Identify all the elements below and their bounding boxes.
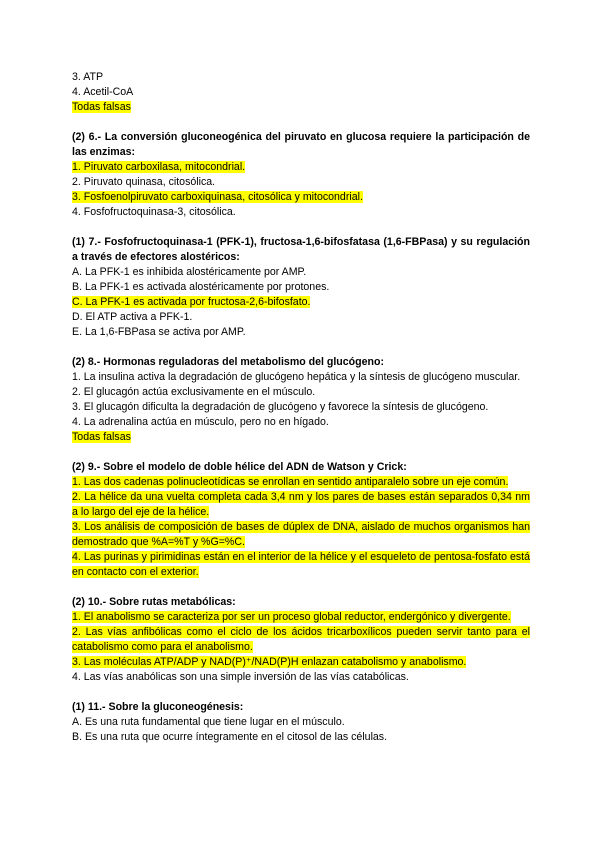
question-6-option-3: 3. Fosfoenolpiruvato carboxiquinasa, citosólica y mitocondrial.: [72, 191, 363, 203]
question-10-option-4: 4. Las vías anabólicas son una simple inversión de las vías catabólicas.: [72, 671, 409, 683]
document-page: [72, 70, 530, 745]
question-8-option-4: 4. La adrenalina actúa en músculo, pero no en hígado.: [72, 416, 329, 428]
question-11-option-b: B. Es una ruta que ocurre íntegramente en el citosol de las células.: [72, 731, 388, 743]
question-9-heading: (2) 9.- Sobre el modelo de doble hélice del ADN de Watson y Crick:: [72, 461, 407, 473]
question-6-option-4: 4. Fosfofructoquinasa-3, citosólica.: [72, 206, 236, 218]
question-11-option-a: A. Es una ruta fundamental que tiene lugar en el músculo.: [72, 716, 345, 728]
question-10-heading: (2) 10.- Sobre rutas metabólicas:: [72, 596, 236, 608]
option-4: 4. Acetil-CoA: [72, 86, 134, 98]
option-3: 3. ATP: [72, 71, 104, 83]
question-11-heading: (1) 11.- Sobre la gluconeogénesis:: [72, 701, 244, 713]
question-6-heading: (2) 6.- La conversión gluconeogénica del piruvato en glucosa requiere la participación de las enzimas:: [72, 131, 530, 158]
question-9-option-1: 1. Las dos cadenas polinucleotídicas se enrollan en sentido antiparalelo sobre un eje común.: [72, 476, 509, 488]
question-7-option-c: C. La PFK-1 es activada por fructosa-2,6-bifosfato.: [72, 296, 311, 308]
question-7-option-b: B. La PFK-1 es activada alostéricamente por protones.: [72, 281, 330, 293]
question-9-option-2: 2. La hélice da una vuelta completa cada 3,4 nm y los pares de bases están separados 0,34 nm a lo largo del eje de la hélice.: [72, 491, 530, 518]
question-9-option-4: 4. Las purinas y pirimidinas están en el interior de la hélice y el esqueleto de pentosa-fosfato está en contacto con el exterior.: [72, 551, 530, 578]
question-10-option-1: 1. El anabolismo se caracteriza por ser un proceso global reductor, endergónico y divergente.: [72, 611, 511, 623]
question-6-option-2: 2. Piruvato quinasa, citosólica.: [72, 176, 216, 188]
question-8-option-1: 1. La insulina activa la degradación de glucógeno hepática y la síntesis de glucógeno muscular.: [72, 371, 521, 383]
question-10-option-2: 2. Las vías anfibólicas como el ciclo de los ácidos tricarboxílicos pueden servir tanto para el catabolismo como para el anabolismo.: [72, 626, 530, 653]
question-10-option-3: 3. Las moléculas ATP/ADP y NAD(P)⁺/NAD(P)H enlazan catabolismo y anabolismo.: [72, 656, 467, 668]
answer-note: Todas falsas: [72, 101, 131, 113]
question-8-answer-note: Todas falsas: [72, 431, 131, 443]
question-7-option-e: E. La 1,6-FBPasa se activa por AMP.: [72, 326, 246, 338]
question-7-option-d: D. El ATP activa a PFK-1.: [72, 311, 193, 323]
question-6-option-1: 1. Piruvato carboxilasa, mitocondrial.: [72, 161, 246, 173]
question-9-option-3: 3. Los análisis de composición de bases de dúplex de DNA, aislado de muchos organismos han demostrado que %A=%T y %G=%C.: [72, 521, 530, 548]
question-7-heading: (1) 7.- Fosfofructoquinasa-1 (PFK-1), fructosa-1,6-bifosfatasa (1,6-FBPasa) y su regulación a través de efectores alostéricos:: [72, 236, 530, 263]
question-8-heading: (2) 8.- Hormonas reguladoras del metabolismo del glucógeno:: [72, 356, 384, 368]
question-7-option-a: A. La PFK-1 es inhibida alostéricamente por AMP.: [72, 266, 307, 278]
question-8-option-2: 2. El glucagón actúa exclusivamente en el músculo.: [72, 386, 316, 398]
question-8-option-3: 3. El glucagón dificulta la degradación de glucógeno y favorece la síntesis de glucógeno.: [72, 401, 489, 413]
